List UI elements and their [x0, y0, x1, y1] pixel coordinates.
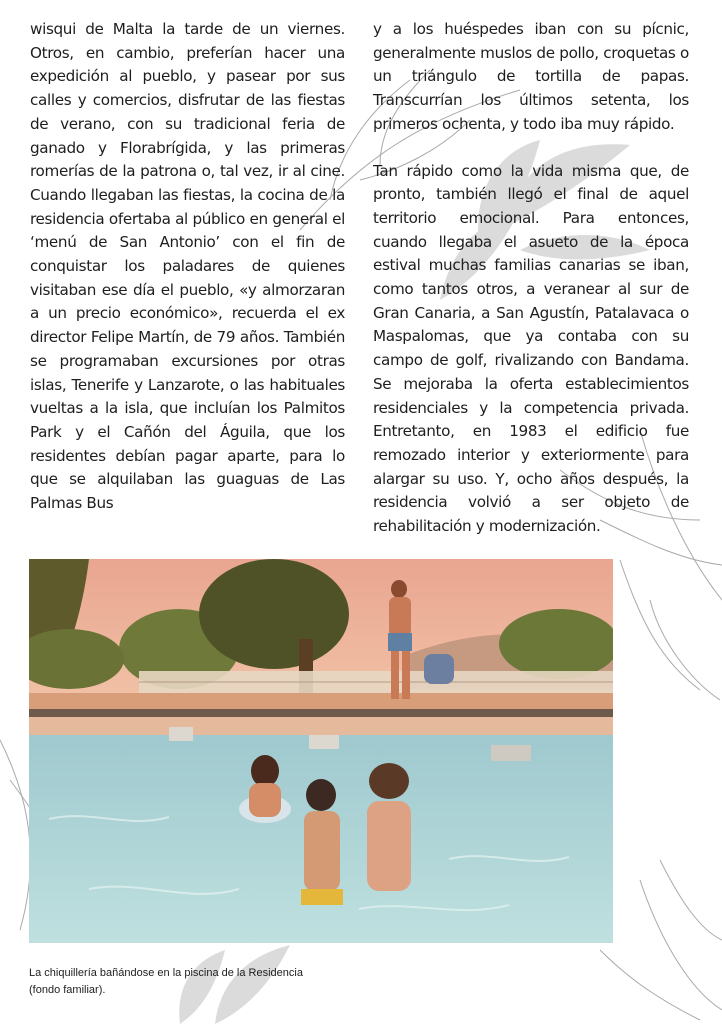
photo-caption	[29, 965, 349, 999]
article-column-left	[30, 18, 345, 539]
article-paragraph: Tan rápido como la vida misma que, de pronto, también llegó el final de aquel territorio emocional. Para entonces, cuando llegaba el asueto de la época estival muchas familias canarias se iban, como tantos otros, a veranear al sur de Gran Canaria, a San Agustín, Patalavaca o Maspalomas, que ya contaba con su campo de golf, rivalizando con Bandama. Se mejoraba la oferta establecimientos residenciales y la competencia privada. Entretanto, en 1983 el edificio fue remozado interior y exteriormente para alargar su uso. Y, ocho años después, la residencia volvió a ser objeto de rehabilitación y modernización.	[373, 161, 689, 536]
pool-photo	[29, 559, 613, 943]
photo-caption-line: (fondo familiar).	[29, 984, 106, 996]
article-paragraph: wisqui de Malta la tarde de un viernes. Otros, en cambio, preferían hacer una expedición al pueblo, y pasear por sus calles y comercios, disfrutar de las fiestas de verano, con su tradicional feria de ganado y Florabrígida, y las primeras romerías de la patrona o, tal vez, ir al cine. Cuando llegaban las fiestas, la cocina de la residencia ofertaba al público en general el ‘menú de San Antonio’ con el fin de conquistar los paladares de quienes visitaban ese día el pueblo, «y almorzaran a un precio económico», recuerda el ex director Felipe Martín, de 79 años. También se programaban excursiones por otras islas, Tenerife y Lanzarote, o las habituales vueltas a la isla, que incluían los Palmitos Park y el Cañón del Águila, que los residentes debían pagar aparte, para lo que se alquilaban las guaguas de Las Palmas Bus	[30, 20, 345, 513]
article-paragraph: y a los huéspedes iban con su pícnic, generalmente muslos de pollo, croquetas o un triángulo de tortilla de papas. Transcurrían los últimos setenta, los primeros ochenta, y todo iba muy rápido.	[373, 20, 689, 133]
article-column-right	[373, 18, 689, 562]
photo-caption-line: La chiquillería bañándose en la piscina de la Residencia	[29, 967, 303, 979]
